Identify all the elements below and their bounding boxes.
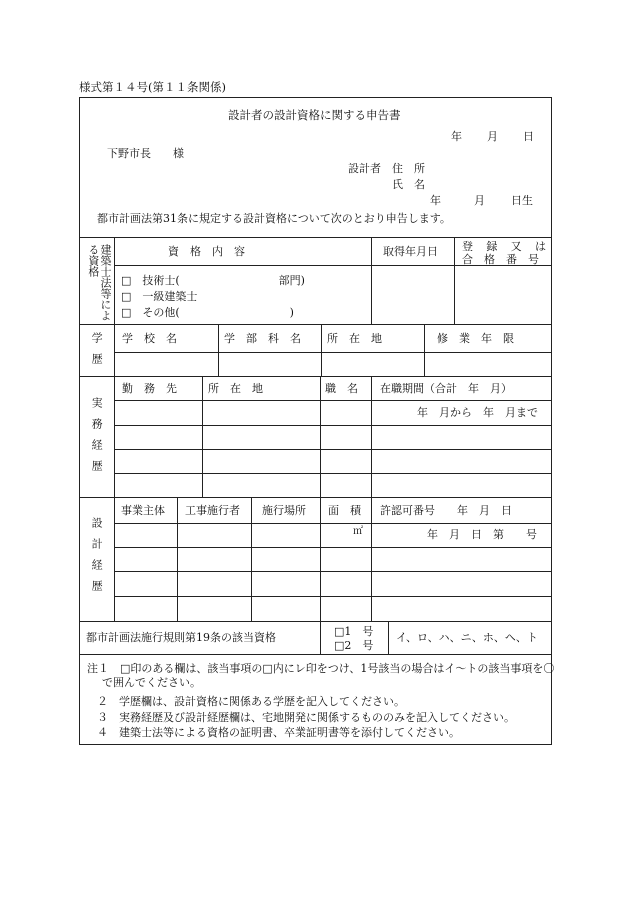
vline-label-col — [114, 237, 115, 621]
exp-col-period: 在職期間（合計 年 月） — [380, 382, 512, 395]
qual-option-engineer[interactable]: □ 技術士( 部門) — [121, 274, 305, 287]
edu-col-years: 修 業 年 限 — [437, 332, 514, 345]
line-exp-bottom — [79, 497, 552, 498]
edu-col-location: 所 在 地 — [327, 332, 382, 345]
line-exp-4 — [114, 473, 552, 474]
line-header-bottom — [79, 237, 552, 238]
vline-exp-2 — [320, 376, 321, 497]
birth-day[interactable]: 日生 — [511, 194, 533, 207]
line-exp-3 — [114, 449, 552, 450]
note-2: ２ 学歴欄は、設計資格に関係ある学歴を記入してください。 — [97, 695, 405, 708]
design-section-label: 設計経歴 — [90, 517, 104, 601]
design-col-contractor: 工事施行者 — [185, 504, 240, 517]
vline-exp-3 — [371, 376, 372, 497]
note-4: ４ 建築士法等による資格の証明書、卒業証明書等を添付してください。 — [97, 726, 460, 739]
exp-col-position: 職 名 — [325, 382, 358, 395]
vline-edu-1 — [218, 324, 219, 376]
vline-qual-1 — [371, 237, 372, 324]
rule19-items[interactable]: イ、ロ、ハ、ニ、ホ、ヘ、ト — [396, 631, 538, 644]
qual-col-content: 資 格 内 容 — [168, 245, 245, 258]
qual-option-other[interactable]: □ その他( ) — [121, 306, 294, 319]
form-number: 様式第１４号(第１１条関係) — [79, 80, 226, 94]
line-exp-2 — [114, 425, 552, 426]
line-design-3 — [114, 571, 552, 572]
line-edu-mid — [114, 352, 552, 353]
submit-date-year[interactable]: 年 — [451, 130, 462, 143]
name-label[interactable]: 氏 名 — [392, 178, 425, 191]
vline-design-4 — [371, 497, 372, 621]
line-edu-bottom — [79, 376, 552, 377]
qual-option-architect[interactable]: □ 一級建築士 — [121, 290, 198, 303]
submit-date-month[interactable]: 月 — [487, 130, 498, 143]
exp-period-format[interactable]: 年 月から 年 月まで — [417, 406, 538, 419]
line-design-4 — [114, 596, 552, 597]
vline-design-1 — [177, 497, 178, 621]
design-col-site: 施行場所 — [262, 504, 306, 517]
design-col-permit: 許認可番号 年 月 日 — [380, 504, 512, 517]
design-col-area: 面 積 — [328, 504, 361, 517]
birth-month[interactable]: 月 — [474, 194, 485, 207]
design-area-unit: ㎡ — [353, 526, 363, 537]
rule19-option-2[interactable]: □2 号 — [334, 639, 374, 652]
edu-section-label: 学歴 — [90, 332, 104, 374]
rule19-option-1[interactable]: □1 号 — [334, 625, 374, 638]
vline-exp-1 — [202, 376, 203, 497]
edu-col-school: 学 校 名 — [122, 332, 177, 345]
qual-col-reg: 登 録 又 は 合 格 番 号 — [462, 240, 546, 267]
birth-year[interactable]: 年 — [430, 194, 441, 207]
vline-rule19-2 — [388, 621, 389, 654]
line-design-bottom — [79, 621, 552, 622]
design-permit-format[interactable]: 年 月 日 第 号 — [427, 528, 537, 541]
submit-date-day[interactable]: 日 — [523, 130, 534, 143]
declaration-text: 都市計画法第31条に規定する設計資格について次のとおり申告します。 — [97, 212, 451, 225]
line-design-2 — [114, 547, 552, 548]
exp-col-location: 所 在 地 — [208, 382, 263, 395]
note-1: 注１ □印のある欄は、該当事項の□内にレ印をつけ、1号該当の場合はイ～トの該当事項を〇で囲んでください。 — [87, 662, 555, 689]
exp-col-employer: 勤 務 先 — [122, 382, 177, 395]
vline-design-2 — [251, 497, 252, 621]
vline-qual-2 — [454, 237, 455, 324]
vline-rule19-1 — [320, 621, 321, 654]
vline-edu-2 — [321, 324, 322, 376]
line-qual-bottom — [79, 324, 552, 325]
address-label[interactable]: 住 所 — [392, 162, 425, 175]
edu-col-dept: 学 部 科 名 — [224, 332, 301, 345]
addressee: 下野市長 様 — [107, 147, 184, 160]
line-rule19-bottom — [79, 654, 552, 655]
vline-edu-3 — [424, 324, 425, 376]
line-design-1 — [114, 523, 552, 524]
design-col-owner: 事業主体 — [121, 504, 165, 517]
line-exp-1 — [114, 400, 552, 401]
form-title: 設計者の設計資格に関する申告書 — [228, 108, 401, 122]
vline-design-3 — [320, 497, 321, 621]
qual-col-date: 取得年月日 — [383, 245, 438, 258]
qual-section-label: 建築士法等による資格 — [86, 244, 112, 321]
note-3: ３ 実務経歴及び設計経歴欄は、宅地開発に関係するもののみを記入してください。 — [97, 711, 515, 724]
designer-label: 設計者 — [348, 162, 381, 175]
exp-section-label: 実務経歴 — [90, 397, 104, 481]
rule19-label: 都市計画法施行規則第19条の該当資格 — [86, 631, 276, 644]
